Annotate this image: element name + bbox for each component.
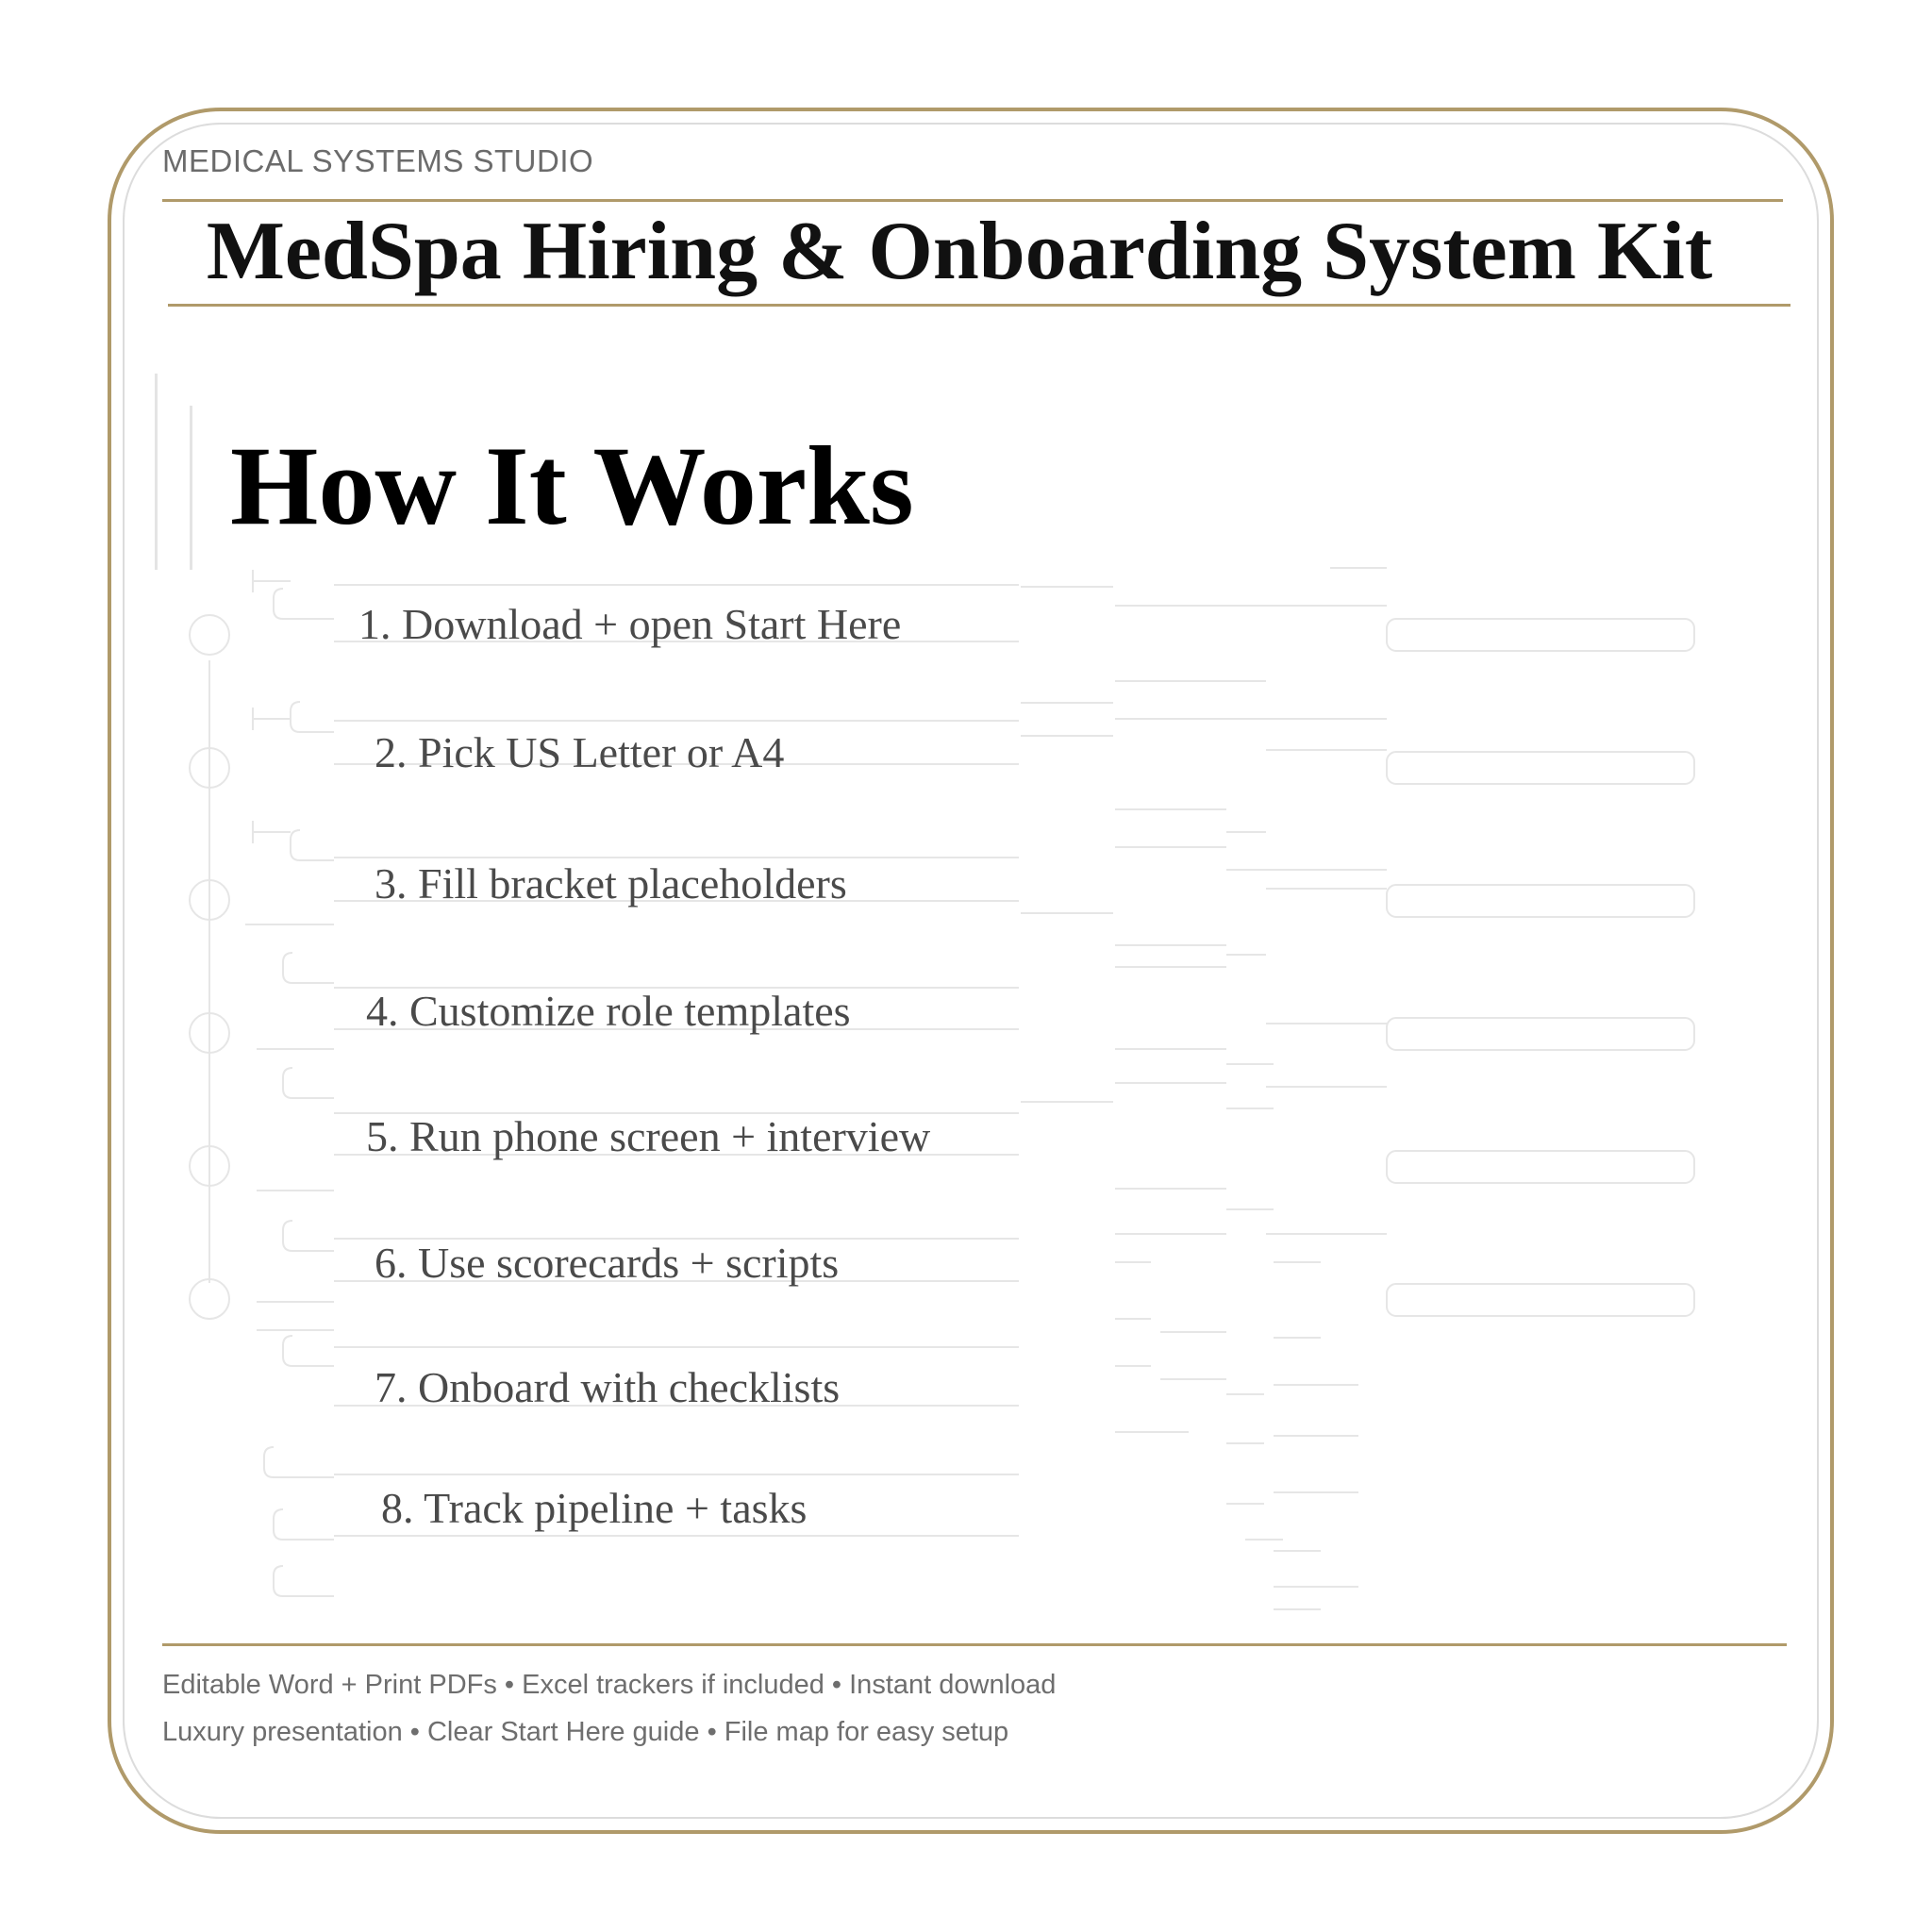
- step-item: 7. Onboard with checklists: [375, 1363, 841, 1411]
- step-item: 4. Customize role templates: [366, 987, 851, 1035]
- step-item: 8. Track pipeline + tasks: [381, 1484, 808, 1532]
- section-accent-bar-inner: [190, 406, 192, 570]
- page-title: MedSpa Hiring & Onboarding System Kit: [206, 206, 1713, 297]
- step-item: 1. Download + open Start Here: [358, 600, 902, 648]
- footer-features-line-1: Editable Word + Print PDFs • Excel trackers if included • Instant download: [162, 1670, 1057, 1700]
- section-accent-bar: [155, 374, 158, 570]
- section-title: How It Works: [230, 423, 914, 548]
- card-inner-border: [123, 123, 1819, 1819]
- footer-rule: [162, 1643, 1787, 1646]
- header-rule-bottom: [168, 304, 1790, 307]
- step-item: 6. Use scorecards + scripts: [375, 1239, 840, 1287]
- brand-label: MEDICAL SYSTEMS STUDIO: [162, 143, 594, 178]
- footer-features-line-2: Luxury presentation • Clear Start Here guide • File map for easy setup: [162, 1717, 1009, 1747]
- step-item: 5. Run phone screen + interview: [366, 1112, 931, 1160]
- step-item: 3. Fill bracket placeholders: [375, 859, 847, 908]
- step-item: 2. Pick US Letter or A4: [375, 728, 785, 776]
